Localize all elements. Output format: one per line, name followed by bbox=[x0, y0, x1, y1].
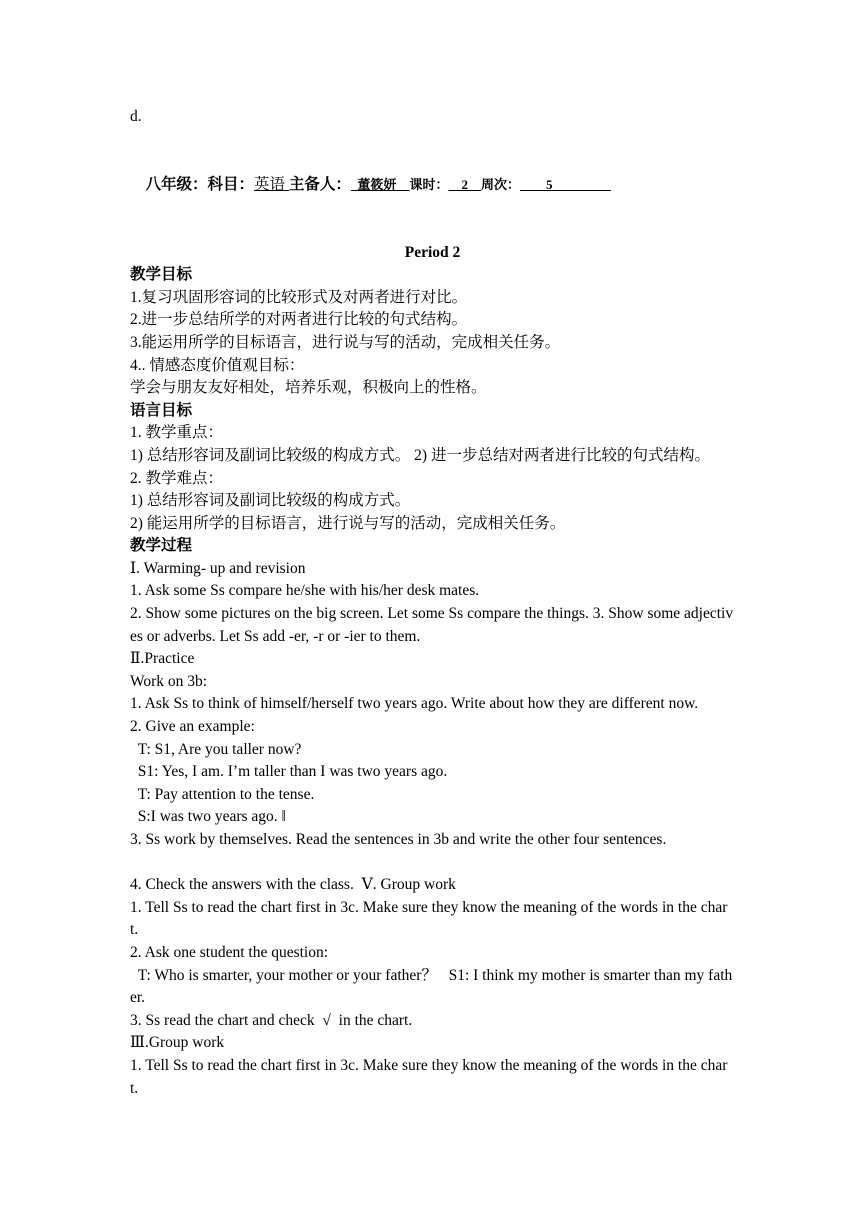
process-line: 2. Give an example: bbox=[130, 718, 255, 736]
objective-line: 3.能运用所学的目标语言，进行说与写的活动，完成相关任务。 bbox=[130, 333, 561, 351]
process-line: 2. Show some pictures on the big screen. Let some Ss compare the things. 3. Show some adjectives or adverbs. Let Ss add -er, -r or -ier to them. bbox=[130, 605, 734, 645]
process-title: 教学过程 bbox=[130, 537, 193, 555]
objective-line: 4.. 情感态度价值观目标： bbox=[130, 356, 305, 374]
process-line: Ⅱ.Practice bbox=[130, 650, 195, 668]
language-line: 1) 总结形容词及副词比较级的构成方式。 2) 进一步总结对两者进行比较的句式结构。 bbox=[130, 446, 710, 464]
objectives-title: 教学目标 bbox=[130, 266, 193, 284]
process-line: 3. Ss read the chart and check √ in the chart. bbox=[130, 1011, 413, 1029]
process-line: Ⅲ.Group work bbox=[130, 1034, 225, 1052]
preparer-value: 董筱妍 bbox=[357, 176, 397, 192]
language-line: 2. 教学难点： bbox=[130, 469, 224, 487]
process-line: 1. Ask Ss to think of himself/herself two years ago. Write about how they are different now. bbox=[130, 695, 699, 713]
language-line: 1. 教学重点： bbox=[130, 424, 224, 442]
week-underline-pad bbox=[520, 177, 546, 192]
grade-subject-label: 八年级：科目： bbox=[145, 175, 255, 193]
preparer-label: 主备人： bbox=[288, 175, 351, 193]
process-line: 1. Ask some Ss compare he/she with his/her desk mates. bbox=[130, 582, 480, 600]
lesson-header bbox=[130, 151, 735, 219]
process-line: Ⅰ. Warming- up and revision bbox=[130, 559, 306, 577]
process-line: 2. Ask one student the question: bbox=[130, 943, 329, 961]
process-line: 3. Ss work by themselves. Read the sentences in 3b and write the other four sentences. bbox=[130, 831, 667, 848]
process-line: T: S1, Are you taller now? bbox=[130, 740, 302, 758]
process-line: T: Who is smarter, your mother or your father？ S1: I think my mother is smarter than my father. bbox=[130, 966, 733, 1007]
hours-value: 2 bbox=[461, 176, 468, 192]
objective-line: 学会与朋友友好相处，培养乐观，积极向上的性格。 bbox=[130, 379, 487, 397]
process-line: 1. Tell Ss to read the chart first in 3c. Make sure they know the meaning of the words in the chart. bbox=[130, 1056, 728, 1097]
process-line: S:I was two years ago. ‖ bbox=[130, 808, 286, 826]
subject-value: 英语 bbox=[254, 175, 286, 193]
process-line bbox=[130, 852, 735, 875]
hours-label: 课时： bbox=[409, 176, 449, 192]
week-value: 5 bbox=[545, 176, 553, 192]
objective-line: 1.复习巩固形容词的比较形式及对两者进行对比。 bbox=[130, 288, 468, 306]
language-line: 2) 能运用所学的目标语言，进行说与写的活动，完成相关任务。 bbox=[130, 514, 566, 532]
spacer bbox=[130, 129, 735, 152]
hours-underline-pad-end bbox=[468, 177, 481, 192]
preparer-underline-pad-end bbox=[396, 177, 409, 192]
period-title: Period 2 bbox=[404, 243, 461, 261]
hours-underline-pad bbox=[448, 177, 461, 192]
week-label: 周次： bbox=[480, 176, 520, 192]
language-title: 语言目标 bbox=[130, 401, 193, 419]
language-line: 1) 总结形容词及副词比较级的构成方式。 bbox=[130, 492, 411, 510]
process-line: 1. Tell Ss to read the chart first in 3c. Make sure they know the meaning of the words in the chart. bbox=[130, 898, 728, 939]
process-line: S1: Yes, I am. I’m taller than I was two years ago. bbox=[130, 763, 448, 781]
top-fragment: d. bbox=[130, 108, 142, 125]
process-line: T: Pay attention to the tense. bbox=[130, 785, 315, 803]
week-underline-pad-end bbox=[552, 177, 611, 192]
process-line: 4. Check the answers with the class. Ⅴ. Group work bbox=[130, 876, 456, 894]
document-page bbox=[130, 106, 735, 1100]
objective-line: 2.进一步总结所学的对两者进行比较的句式结构。 bbox=[130, 311, 468, 329]
process-line: Work on 3b: bbox=[130, 672, 208, 690]
spacer bbox=[130, 219, 735, 242]
